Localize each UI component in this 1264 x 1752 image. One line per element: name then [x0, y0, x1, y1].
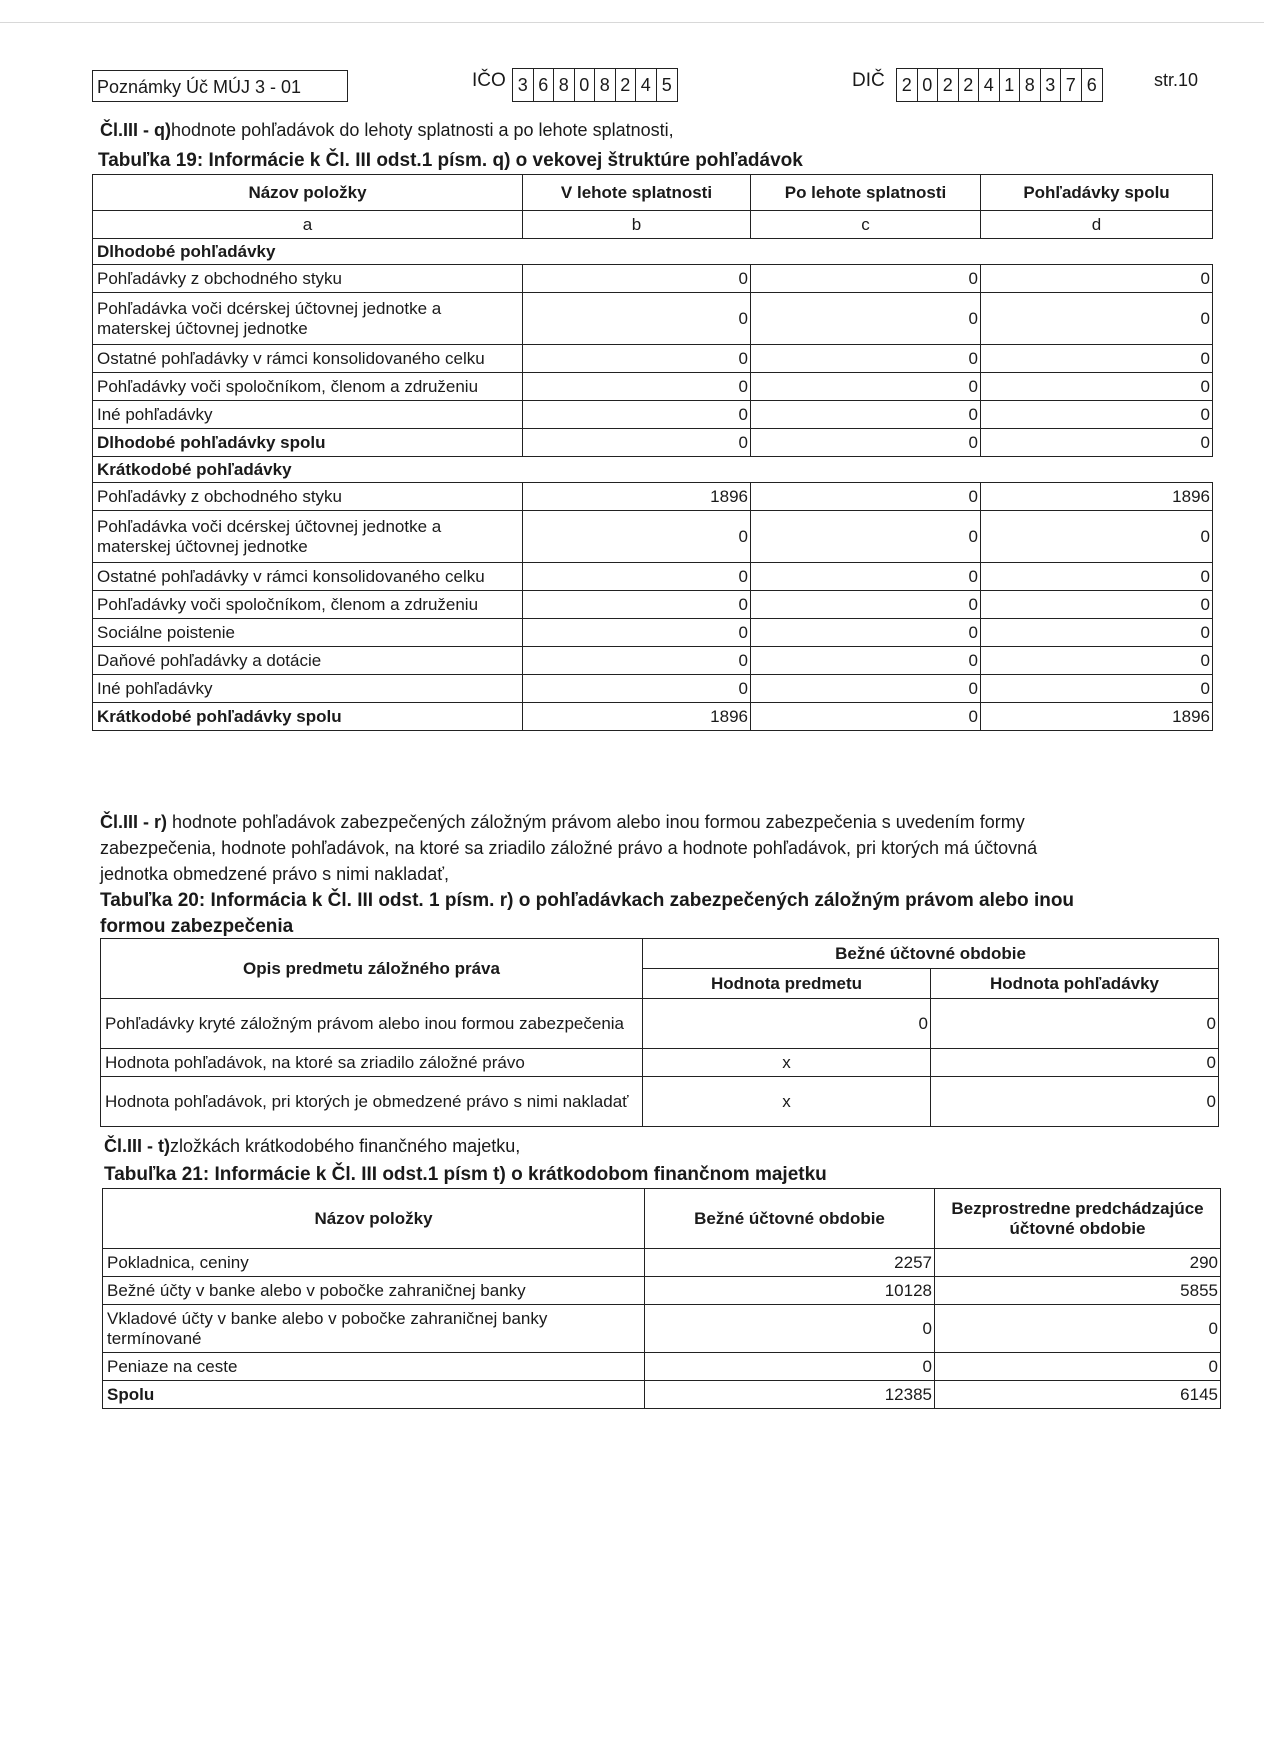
current-period-value: 12385 — [645, 1381, 935, 1409]
group-title: Dlhodobé pohľadávky — [93, 239, 1213, 265]
value-overdue: 0 — [751, 619, 981, 647]
table-row — [103, 1249, 1221, 1277]
table-row — [93, 293, 1213, 345]
digit-box: 4 — [636, 69, 657, 101]
digit-box: 2 — [897, 69, 918, 101]
previous-period-value: 5855 — [935, 1277, 1221, 1305]
row-label: Vkladové účty v banke alebo v pobočke zahraničnej banky termínované — [103, 1305, 645, 1353]
dic-digit-boxes — [896, 68, 1103, 102]
section-t-text: zložkách krátkodobého finančného majetku, — [170, 1136, 521, 1156]
section-r-ref: Čl.III - r) — [100, 812, 167, 832]
digit-box: 8 — [1020, 69, 1041, 101]
row-label: Krátkodobé pohľadávky spolu — [93, 703, 523, 731]
table-row — [103, 1353, 1221, 1381]
claim-value: 0 — [931, 999, 1219, 1049]
value-total: 0 — [981, 619, 1213, 647]
section-r-text-2: zabezpečenia, hodnote pohľadávok, na ktoré sa zriadilo záložné právo a hodnote pohľadávok, pri ktorých má účtovná — [100, 838, 1038, 858]
col-header-name: Názov položky — [93, 175, 523, 211]
current-period-value: 0 — [645, 1305, 935, 1353]
previous-period-value: 0 — [935, 1305, 1221, 1353]
row-label: Hodnota pohľadávok, pri ktorých je obmedzené právo s nimi nakladať — [101, 1077, 643, 1127]
digit-box: 6 — [1086, 75, 1097, 95]
col-header-item-name: Názov položky — [103, 1189, 645, 1249]
digit-box: 0 — [575, 69, 596, 101]
table-row — [93, 563, 1213, 591]
value-within-due: 0 — [523, 591, 751, 619]
value-overdue: 0 — [751, 483, 981, 511]
col-ref-a: a — [93, 211, 523, 239]
table-row — [103, 1305, 1221, 1353]
previous-period-value: 290 — [935, 1249, 1221, 1277]
table-19 — [92, 174, 1213, 731]
claim-value: 0 — [931, 1077, 1219, 1127]
value-total: 0 — [981, 345, 1213, 373]
value-within-due: 0 — [523, 647, 751, 675]
col-ref-c: c — [751, 211, 981, 239]
col-ref-b: b — [523, 211, 751, 239]
digit-box: 0 — [918, 69, 939, 101]
digit-box: 5 — [661, 75, 672, 95]
value-overdue: 0 — [751, 401, 981, 429]
row-label: Pohľadávky voči spoločníkom, členom a združeniu — [93, 591, 523, 619]
row-label: Peniaze na ceste — [103, 1353, 645, 1381]
value-total: 0 — [981, 647, 1213, 675]
section-t-ref: Čl.III - t) — [104, 1136, 170, 1156]
digit-box: 4 — [979, 69, 1000, 101]
table-row — [93, 345, 1213, 373]
previous-period-value: 0 — [935, 1353, 1221, 1381]
digit-box: 8 — [595, 69, 616, 101]
col-ref-d: d — [981, 211, 1213, 239]
claim-value: 0 — [931, 1049, 1219, 1077]
row-label: Pohľadávka voči dcérskej účtovnej jednotke a materskej účtovnej jednotke — [93, 293, 523, 345]
value-within-due: 0 — [523, 675, 751, 703]
section-r-line-1 — [100, 812, 1025, 833]
row-label: Hodnota pohľadávok, na ktoré sa zriadilo záložné právo — [101, 1049, 643, 1077]
table-row — [101, 999, 1219, 1049]
value-within-due: 0 — [523, 373, 751, 401]
value-total: 0 — [981, 373, 1213, 401]
section-r-text-1: hodnote pohľadávok zabezpečených záložným právom alebo inou formou zabezpečenia s uvedením formy — [167, 812, 1025, 832]
row-label: Bežné účty v banke alebo v pobočke zahraničnej banky — [103, 1277, 645, 1305]
value-total: 1896 — [981, 703, 1213, 731]
asset-value: x — [643, 1049, 931, 1077]
value-overdue: 0 — [751, 345, 981, 373]
table-20-caption-1: Tabuľka 20: Informácia k Čl. III odst. 1 písm. r) o pohľadávkach zabezpečených záložným právom alebo inou — [100, 890, 1075, 911]
value-within-due: 0 — [523, 265, 751, 293]
value-total: 0 — [981, 675, 1213, 703]
ico-label: IČO — [472, 70, 506, 91]
subtotal-row — [93, 429, 1213, 457]
value-total: 0 — [981, 511, 1213, 563]
value-within-due: 0 — [523, 511, 751, 563]
row-label: Pohľadávka voči dcérskej účtovnej jednotke a materskej účtovnej jednotke — [93, 511, 523, 563]
table-19-caption: Tabuľka 19: Informácie k Čl. III odst.1 písm. q) o vekovej štruktúre pohľadávok — [98, 150, 803, 171]
table-row — [101, 1049, 1219, 1077]
value-within-due: 0 — [523, 429, 751, 457]
table-21-caption: Tabuľka 21: Informácie k Čl. III odst.1 písm t) o krátkodobom finančnom majetku — [104, 1164, 827, 1185]
section-r-text-3: jednotka obmedzené právo s nimi nakladať, — [100, 864, 449, 884]
dic-label: DIČ — [852, 70, 885, 91]
value-overdue: 0 — [751, 293, 981, 345]
page-number: str.10 — [1154, 70, 1199, 90]
value-total: 0 — [981, 429, 1213, 457]
row-label: Ostatné pohľadávky v rámci konsolidovaného celku — [93, 345, 523, 373]
form-title: Poznámky Úč MÚJ 3 - 01 — [92, 70, 348, 102]
row-label: Daňové pohľadávky a dotácie — [93, 647, 523, 675]
value-within-due: 0 — [523, 563, 751, 591]
group-header-row — [93, 457, 1213, 483]
table-21 — [102, 1188, 1221, 1409]
previous-period-value: 6145 — [935, 1381, 1221, 1409]
col-header-current-period: Bežné účtovné obdobie — [643, 939, 1219, 969]
col-header-total: Pohľadávky spolu — [981, 175, 1213, 211]
value-within-due: 1896 — [523, 483, 751, 511]
value-total: 1896 — [981, 483, 1213, 511]
section-q-heading — [100, 120, 674, 141]
current-period-value: 0 — [645, 1353, 935, 1381]
digit-box: 3 — [1041, 69, 1062, 101]
asset-value: x — [643, 1077, 931, 1127]
digit-box: 6 — [534, 69, 555, 101]
table-row — [93, 591, 1213, 619]
value-within-due: 0 — [523, 293, 751, 345]
asset-value: 0 — [643, 999, 931, 1049]
row-label: Pohľadávky z obchodného styku — [93, 483, 523, 511]
table-row — [93, 675, 1213, 703]
table-row — [93, 647, 1213, 675]
row-label: Pohľadávky kryté záložným právom alebo inou formou zabezpečenia — [101, 999, 643, 1049]
current-period-value: 2257 — [645, 1249, 935, 1277]
value-total: 0 — [981, 401, 1213, 429]
value-within-due: 0 — [523, 619, 751, 647]
page-top-rule — [0, 22, 1264, 23]
table-row — [93, 619, 1213, 647]
row-label: Pohľadávky z obchodného styku — [93, 265, 523, 293]
row-label: Iné pohľadávky — [93, 401, 523, 429]
section-q-ref: Čl.III - q) — [100, 120, 171, 140]
total-row — [103, 1381, 1221, 1409]
value-overdue: 0 — [751, 591, 981, 619]
col-header-previous-period: Bezprostredne predchádzajúce účtovné obdobie — [935, 1189, 1221, 1249]
table-20-caption-2: formou zabezpečenia — [100, 916, 294, 937]
value-total: 0 — [981, 293, 1213, 345]
table-20 — [100, 938, 1219, 1127]
value-total: 0 — [981, 265, 1213, 293]
value-overdue: 0 — [751, 703, 981, 731]
digit-box: 3 — [513, 69, 534, 101]
col-header-asset-value: Hodnota predmetu — [643, 969, 931, 999]
value-overdue: 0 — [751, 675, 981, 703]
group-header-row — [93, 239, 1213, 265]
col-header-current-period: Bežné účtovné obdobie — [645, 1189, 935, 1249]
digit-box: 1 — [1000, 69, 1021, 101]
value-total: 0 — [981, 563, 1213, 591]
table-row — [93, 401, 1213, 429]
section-t-heading — [104, 1136, 520, 1157]
col-header-pledge-desc: Opis predmetu záložného práva — [101, 939, 643, 999]
value-overdue: 0 — [751, 265, 981, 293]
digit-box: 8 — [554, 69, 575, 101]
current-period-value: 10128 — [645, 1277, 935, 1305]
section-q-text: hodnote pohľadávok do lehoty splatnosti a po lehote splatnosti, — [171, 120, 674, 140]
table-row — [93, 265, 1213, 293]
value-total: 0 — [981, 591, 1213, 619]
row-label: Pokladnica, ceniny — [103, 1249, 645, 1277]
table-row — [93, 373, 1213, 401]
row-label: Ostatné pohľadávky v rámci konsolidovaného celku — [93, 563, 523, 591]
col-header-claim-value: Hodnota pohľadávky — [931, 969, 1219, 999]
value-overdue: 0 — [751, 429, 981, 457]
table-row — [93, 511, 1213, 563]
row-label: Iné pohľadávky — [93, 675, 523, 703]
value-within-due: 0 — [523, 345, 751, 373]
row-label: Dlhodobé pohľadávky spolu — [93, 429, 523, 457]
row-label: Spolu — [103, 1381, 645, 1409]
value-overdue: 0 — [751, 373, 981, 401]
table-row — [103, 1277, 1221, 1305]
digit-box: 2 — [959, 69, 980, 101]
digit-box: 7 — [1061, 69, 1082, 101]
value-overdue: 0 — [751, 563, 981, 591]
subtotal-row — [93, 703, 1213, 731]
group-title: Krátkodobé pohľadávky — [93, 457, 1213, 483]
digit-box: 2 — [616, 69, 637, 101]
value-within-due: 1896 — [523, 703, 751, 731]
row-label: Sociálne poistenie — [93, 619, 523, 647]
col-header-overdue: Po lehote splatnosti — [751, 175, 981, 211]
value-overdue: 0 — [751, 647, 981, 675]
value-within-due: 0 — [523, 401, 751, 429]
value-overdue: 0 — [751, 511, 981, 563]
digit-box: 2 — [938, 69, 959, 101]
row-label: Pohľadávky voči spoločníkom, členom a združeniu — [93, 373, 523, 401]
col-header-within-due: V lehote splatnosti — [523, 175, 751, 211]
ico-digit-boxes — [512, 68, 678, 102]
table-row — [101, 1077, 1219, 1127]
table-row — [93, 483, 1213, 511]
